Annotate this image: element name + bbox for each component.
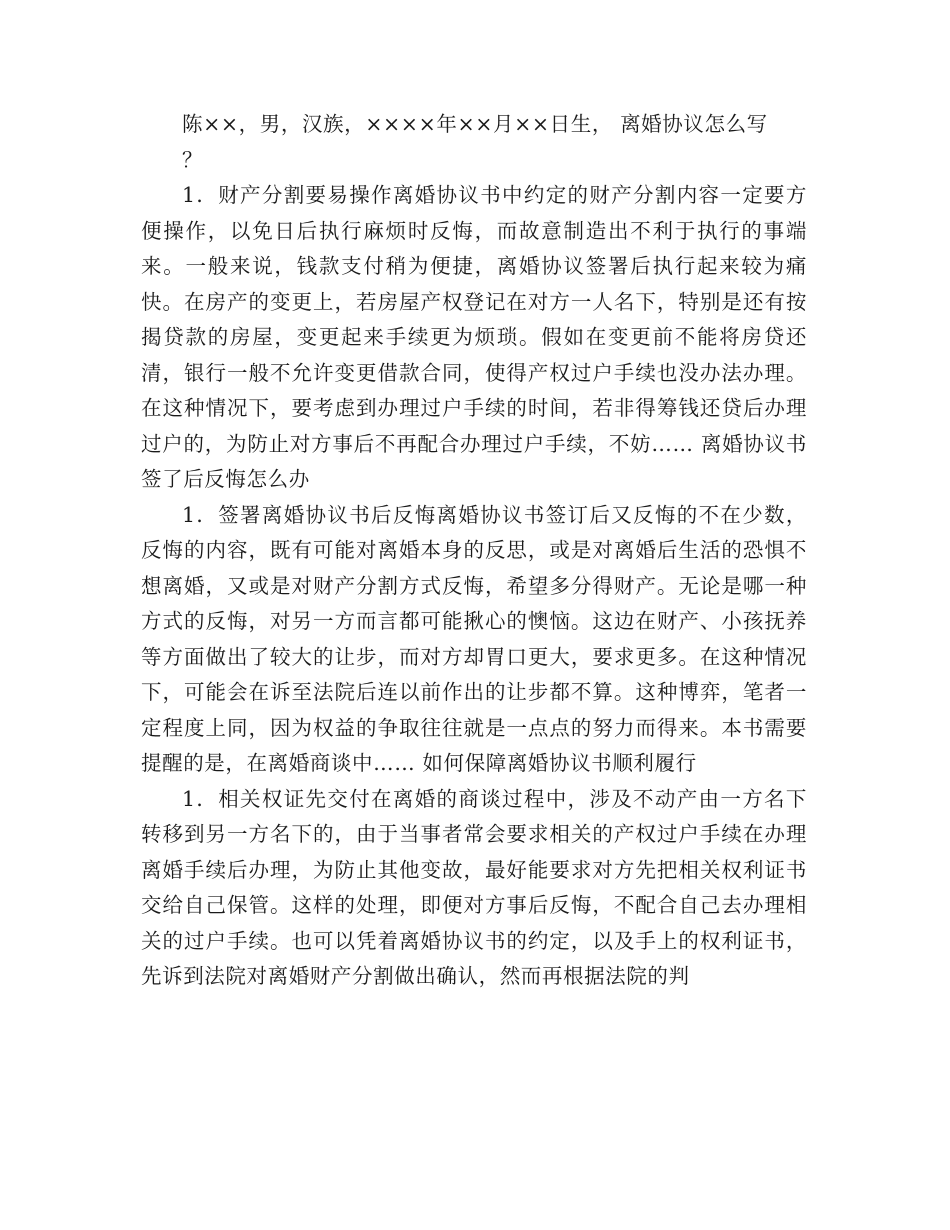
paragraph-deliver-certificates: 1．相关权证先交付在离婚的商谈过程中，涉及不动产由一方名下转移到另一方名下的，由于当事者常会要求相关的产权过户手续在办理离婚手续后办理，为防止其他变故，最好能要求对方先把相关权利证书交给自己保管。这样的处理，即便对方事后反悔，不配合自己去办理相关的过户手续。也可以凭着离婚协议书的约定，以及手上的权利证书，先诉到法院对离婚财产分割做出确认，然而再根据法院的判 [141, 786, 807, 988]
paragraph-regret-after-signing: 1．签署离婚协议书后反悔离婚协议书签订后又反悔的不在少数，反悔的内容，既有可能对离婚本身的反思，或是对离婚后生活的恐惧不想离婚，又或是对财产分割方式反悔，希望多分得财产。无论是哪一种方式的反悔，对另一方而言都可能揪心的懊恼。这边在财产、小孩抚养等方面做出了较大的让步，而对方却胃口更大，要求更多。在这种情况下，可能会在诉至法院后连以前作出的让步都不算。这种博弈，笔者一定程度上同，因为权益的争取往往就是一点点的努力而得来。本书需要提醒的是，在离婚商谈中…… 如何保障离婚协议书顺利履行 [141, 502, 807, 775]
paragraph-property-division: 1．财产分割要易操作离婚协议书中约定的财产分割内容一定要方便操作，以免日后执行麻烦时反悔，而故意制造出不利于执行的事端来。一般来说，钱款支付稍为便捷，离婚协议签署后执行起来较为痛快。在房产的变更上，若房屋产权登记在对方一人名下，特别是还有按揭贷款的房屋，变更起来手续更为烦琐。假如在变更前不能将房贷还清，银行一般不允许变更借款合同，使得产权过户手续也没办法办理。在这种情况下，要考虑到办理过户手续的时间，若非得筹钱还贷后办理过户的，为防止对方事后不再配合办理过户手续，不妨…… 离婚协议书签了后反悔怎么办 [141, 183, 807, 491]
document-body [141, 107, 807, 995]
paragraph-question-mark: ？ [182, 147, 204, 172]
paragraph-intro: 陈××，男，汉族，××××年××月××日生， 离婚协议怎么写 [182, 112, 768, 136]
